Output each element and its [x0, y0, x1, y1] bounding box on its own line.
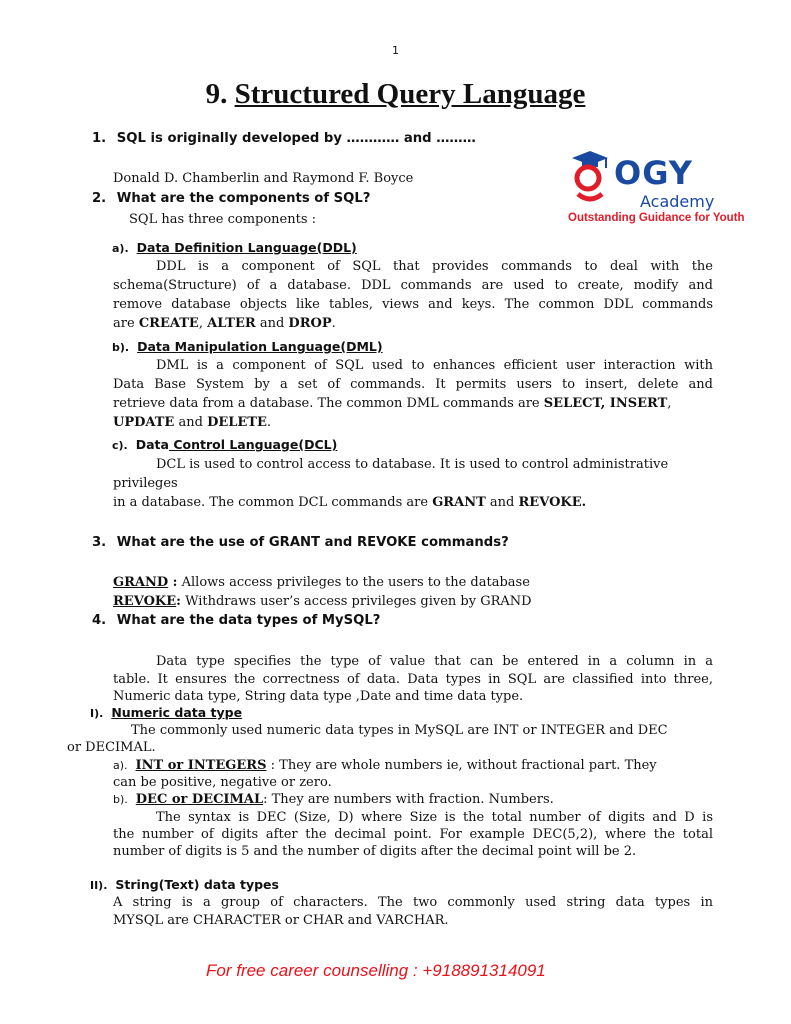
dec-syntax-line-2: the number of digits after the decimal point. For example DEC(5,2), where the total — [113, 827, 713, 842]
int-definition-line-2: can be positive, negative or zero. — [113, 775, 332, 790]
q1-answer: Donald D. Chamberlin and Raymond F. Boyce — [113, 171, 414, 186]
ddl-line-4: are CREATE, ALTER and DROP. — [113, 316, 336, 331]
footer-counselling: For free career counselling : +918891314091 — [206, 961, 546, 980]
string-line-2: MYSQL are CHARACTER or CHAR and VARCHAR. — [113, 913, 449, 928]
ddl-label: a). — [112, 242, 129, 255]
dcl-label: c). — [112, 439, 128, 452]
numeric-label: I). — [90, 707, 104, 720]
q1-number: 1. — [92, 131, 107, 146]
string-line-1: A string is a group of characters. The two commonly used string data types in — [113, 895, 713, 910]
question-1 — [92, 131, 476, 146]
dcl-line-2: privileges — [113, 476, 178, 491]
logo-ring-icon — [577, 167, 599, 189]
q2-intro: SQL has three components : — [129, 212, 317, 227]
dml-line-2: Data Base System by a set of commands. It permits users to insert, delete and — [113, 377, 713, 392]
string-title: String(Text) data types — [115, 877, 279, 892]
dml-heading — [112, 339, 383, 354]
dml-label: b). — [112, 341, 130, 354]
numeric-line-1: The commonly used numeric data types in MySQL are INT or INTEGER and DEC — [131, 723, 668, 738]
dml-line-1: DML is a component of SQL used to enhances efficient user interaction with — [156, 358, 713, 373]
dec-definition: b). DEC or DECIMAL: They are numbers with fraction. Numbers. — [113, 792, 554, 807]
numeric-line-2: or DECIMAL. — [67, 740, 156, 755]
q1-text: SQL is originally developed by ………… and ……… — [116, 131, 476, 146]
ddl-line-2: schema(Structure) of a database. DDL commands are used to create, modify and — [113, 278, 713, 293]
string-heading — [90, 877, 279, 892]
ddl-line-3: remove database objects like tables, views and keys. The common DDL commands — [113, 297, 713, 312]
dml-title: Data Manipulation Language(DML) — [137, 339, 383, 354]
question-2 — [92, 191, 370, 206]
logo-smile-icon — [578, 194, 602, 199]
logo-subtitle: Academy — [640, 192, 715, 211]
dec-syntax-line-1: The syntax is DEC (Size, D) where Size is the total number of digits and D is — [156, 810, 713, 825]
dec-syntax-line-3: number of digits is 5 and the number of digits after the decimal point will be 2. — [113, 844, 637, 859]
q4-para-line-3: Numeric data type, String data type ,Date and time data type. — [113, 689, 524, 704]
dcl-heading — [112, 437, 337, 452]
ddl-heading — [112, 240, 357, 255]
dcl-line-1: DCL is used to control access to database. It is used to control administrative — [156, 457, 669, 472]
string-label: II). — [90, 879, 108, 892]
numeric-heading — [90, 705, 242, 720]
page-number: 1 — [392, 44, 399, 57]
ogy-academy-logo — [568, 148, 745, 228]
revoke-definition: REVOKE: Withdraws user’s access privileges given by GRAND — [113, 594, 532, 609]
dcl-title-prefix: Data — [135, 437, 169, 452]
grand-definition: GRAND : Allows access privileges to the users to the database — [113, 575, 530, 590]
q2-number: 2. — [92, 191, 107, 206]
title-text: Structured Query Language — [234, 78, 586, 110]
dml-line-4: UPDATE and DELETE. — [113, 415, 272, 430]
dml-line-3: retrieve data from a database. The common DML commands are SELECT, INSERT, — [113, 396, 672, 411]
q4-number: 4. — [92, 613, 107, 628]
ddl-title: Data Definition Language(DDL) — [136, 240, 357, 255]
question-4 — [92, 613, 380, 628]
q3-text: What are the use of GRANT and REVOKE commands? — [116, 535, 509, 550]
q3-number: 3. — [92, 535, 107, 550]
numeric-title: Numeric data type — [111, 705, 243, 720]
q4-para-line-1: Data type specifies the type of value that can be entered in a column in a — [156, 654, 713, 669]
q4-para-line-2: table. It ensures the correctness of data. Data types in SQL are classified into three, — [113, 672, 713, 687]
page-title — [0, 78, 791, 111]
q4-text: What are the data types of MySQL? — [116, 613, 381, 628]
logo-name: OGY — [614, 154, 693, 192]
ddl-line-1: DDL is a component of SQL that provides commands to deal with the — [156, 259, 713, 274]
question-3 — [92, 535, 509, 550]
int-definition: a). INT or INTEGERS : They are whole numbers ie, without fractional part. They — [113, 758, 657, 773]
q2-text: What are the components of SQL? — [116, 191, 371, 206]
dcl-line-3: in a database. The common DCL commands are GRANT and REVOKE. — [113, 495, 587, 510]
title-number: 9. — [205, 78, 228, 110]
logo-tagline: Outstanding Guidance for Youth — [568, 212, 745, 224]
dcl-title: Control Language(DCL) — [168, 437, 338, 452]
